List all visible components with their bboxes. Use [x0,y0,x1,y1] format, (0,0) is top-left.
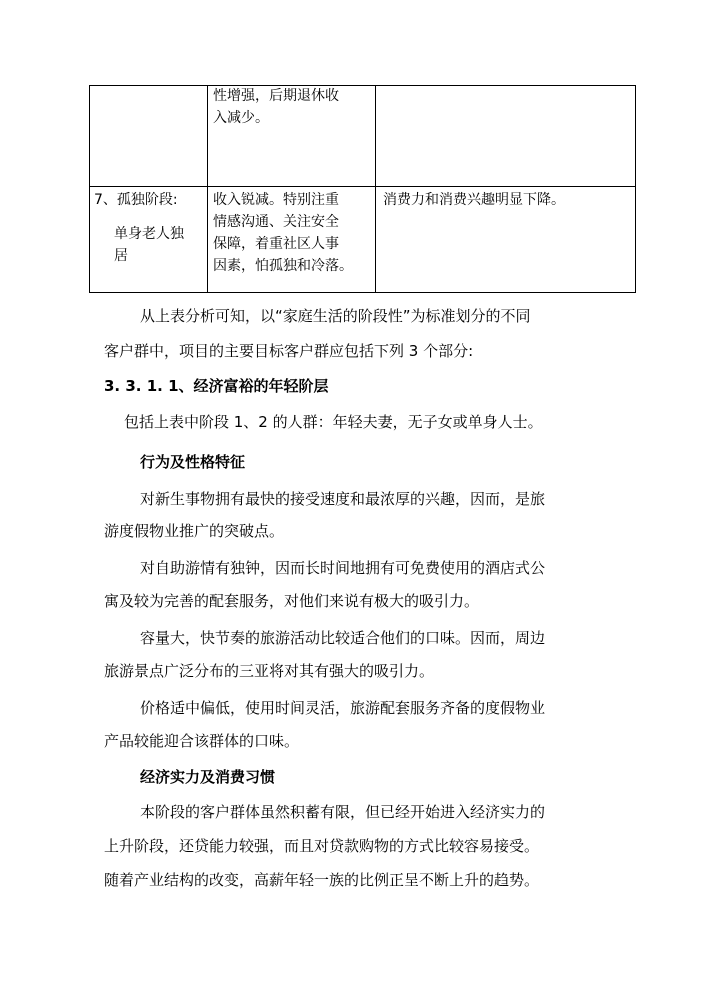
group-line: 单身老人独 [114,226,184,242]
table-row1-col2 [213,85,373,129]
paragraph-line: 产品较能迎合该群体的口味。 [104,732,300,750]
section-intro: 包括上表中阶段 1、2 的人群：年轻夫妻，无子女或单身人士。 [124,413,543,431]
subheading-economy: 经济实力及消费习惯 [140,768,276,786]
table-right-border [635,85,636,293]
paragraph-line: 本阶段的客户群体虽然积蓄有限，但已经开始进入经济实力的 [140,803,546,821]
table-col-divider-1 [207,85,208,293]
table-col-divider-2 [375,85,376,293]
paragraph-line: 旅游景点广泛分布的三亚将对其有强大的吸引力。 [104,662,435,680]
section-heading: 3. 3. 1. 1、经济富裕的年轻阶层 [104,377,329,395]
table-row2-col2 [213,189,373,277]
table-cell-line: 消费力和消费兴趣明显下降。 [383,192,565,208]
table-left-border [89,85,90,293]
group-line: 居 [114,248,128,264]
table-row-divider [89,186,636,187]
table-cell-line: 入减少。 [213,110,269,126]
table-row2-stage [94,189,206,267]
paragraph-line: 上升阶段，还贷能力较强，而且对贷款购物的方式比较容易接受。 [104,837,540,855]
table-cell-line: 性增强，后期退休收 [213,88,339,104]
paragraph-line: 价格适中偏低，使用时间灵活，旅游配套服务齐备的度假物业 [140,699,546,717]
table-row2-col3 [383,189,633,211]
table-cell-line: 因素，怕孤独和冷落。 [213,258,353,274]
table-cell-line: 情感沟通、关注安全 [213,214,339,230]
paragraph-line: 游度假物业推广的突破点。 [104,522,285,540]
paragraph-line: 对新生事物拥有最快的接受速度和最浓厚的兴趣，因而，是旅 [140,490,546,508]
table-cell-line: 保障，着重社区人事 [213,236,339,252]
paragraph-line: 对自助游情有独钟，因而长时间地拥有可免费使用的酒店式公 [140,559,546,577]
stage-label: 7、孤独阶段: [94,192,178,208]
paragraph-line: 随着产业结构的改变，高薪年轻一族的比例正呈不断上升的趋势。 [104,871,540,889]
table-cell-line: 收入锐减。特别注重 [213,192,339,208]
subheading-behavior: 行为及性格特征 [140,453,246,471]
intro-line-2: 客户群中，项目的主要目标客户群应包括下列 3 个部分: [104,342,474,360]
paragraph-line: 寓及较为完善的配套服务，对他们来说有极大的吸引力。 [104,592,480,610]
table-bottom-border [89,292,636,293]
stage-table [89,85,636,293]
intro-line-1: 从上表分析可知，以“家庭生活的阶段性”为标准划分的不同 [140,307,531,325]
paragraph-line: 容量大，快节奏的旅游活动比较适合他们的口味。因而，周边 [140,629,546,647]
